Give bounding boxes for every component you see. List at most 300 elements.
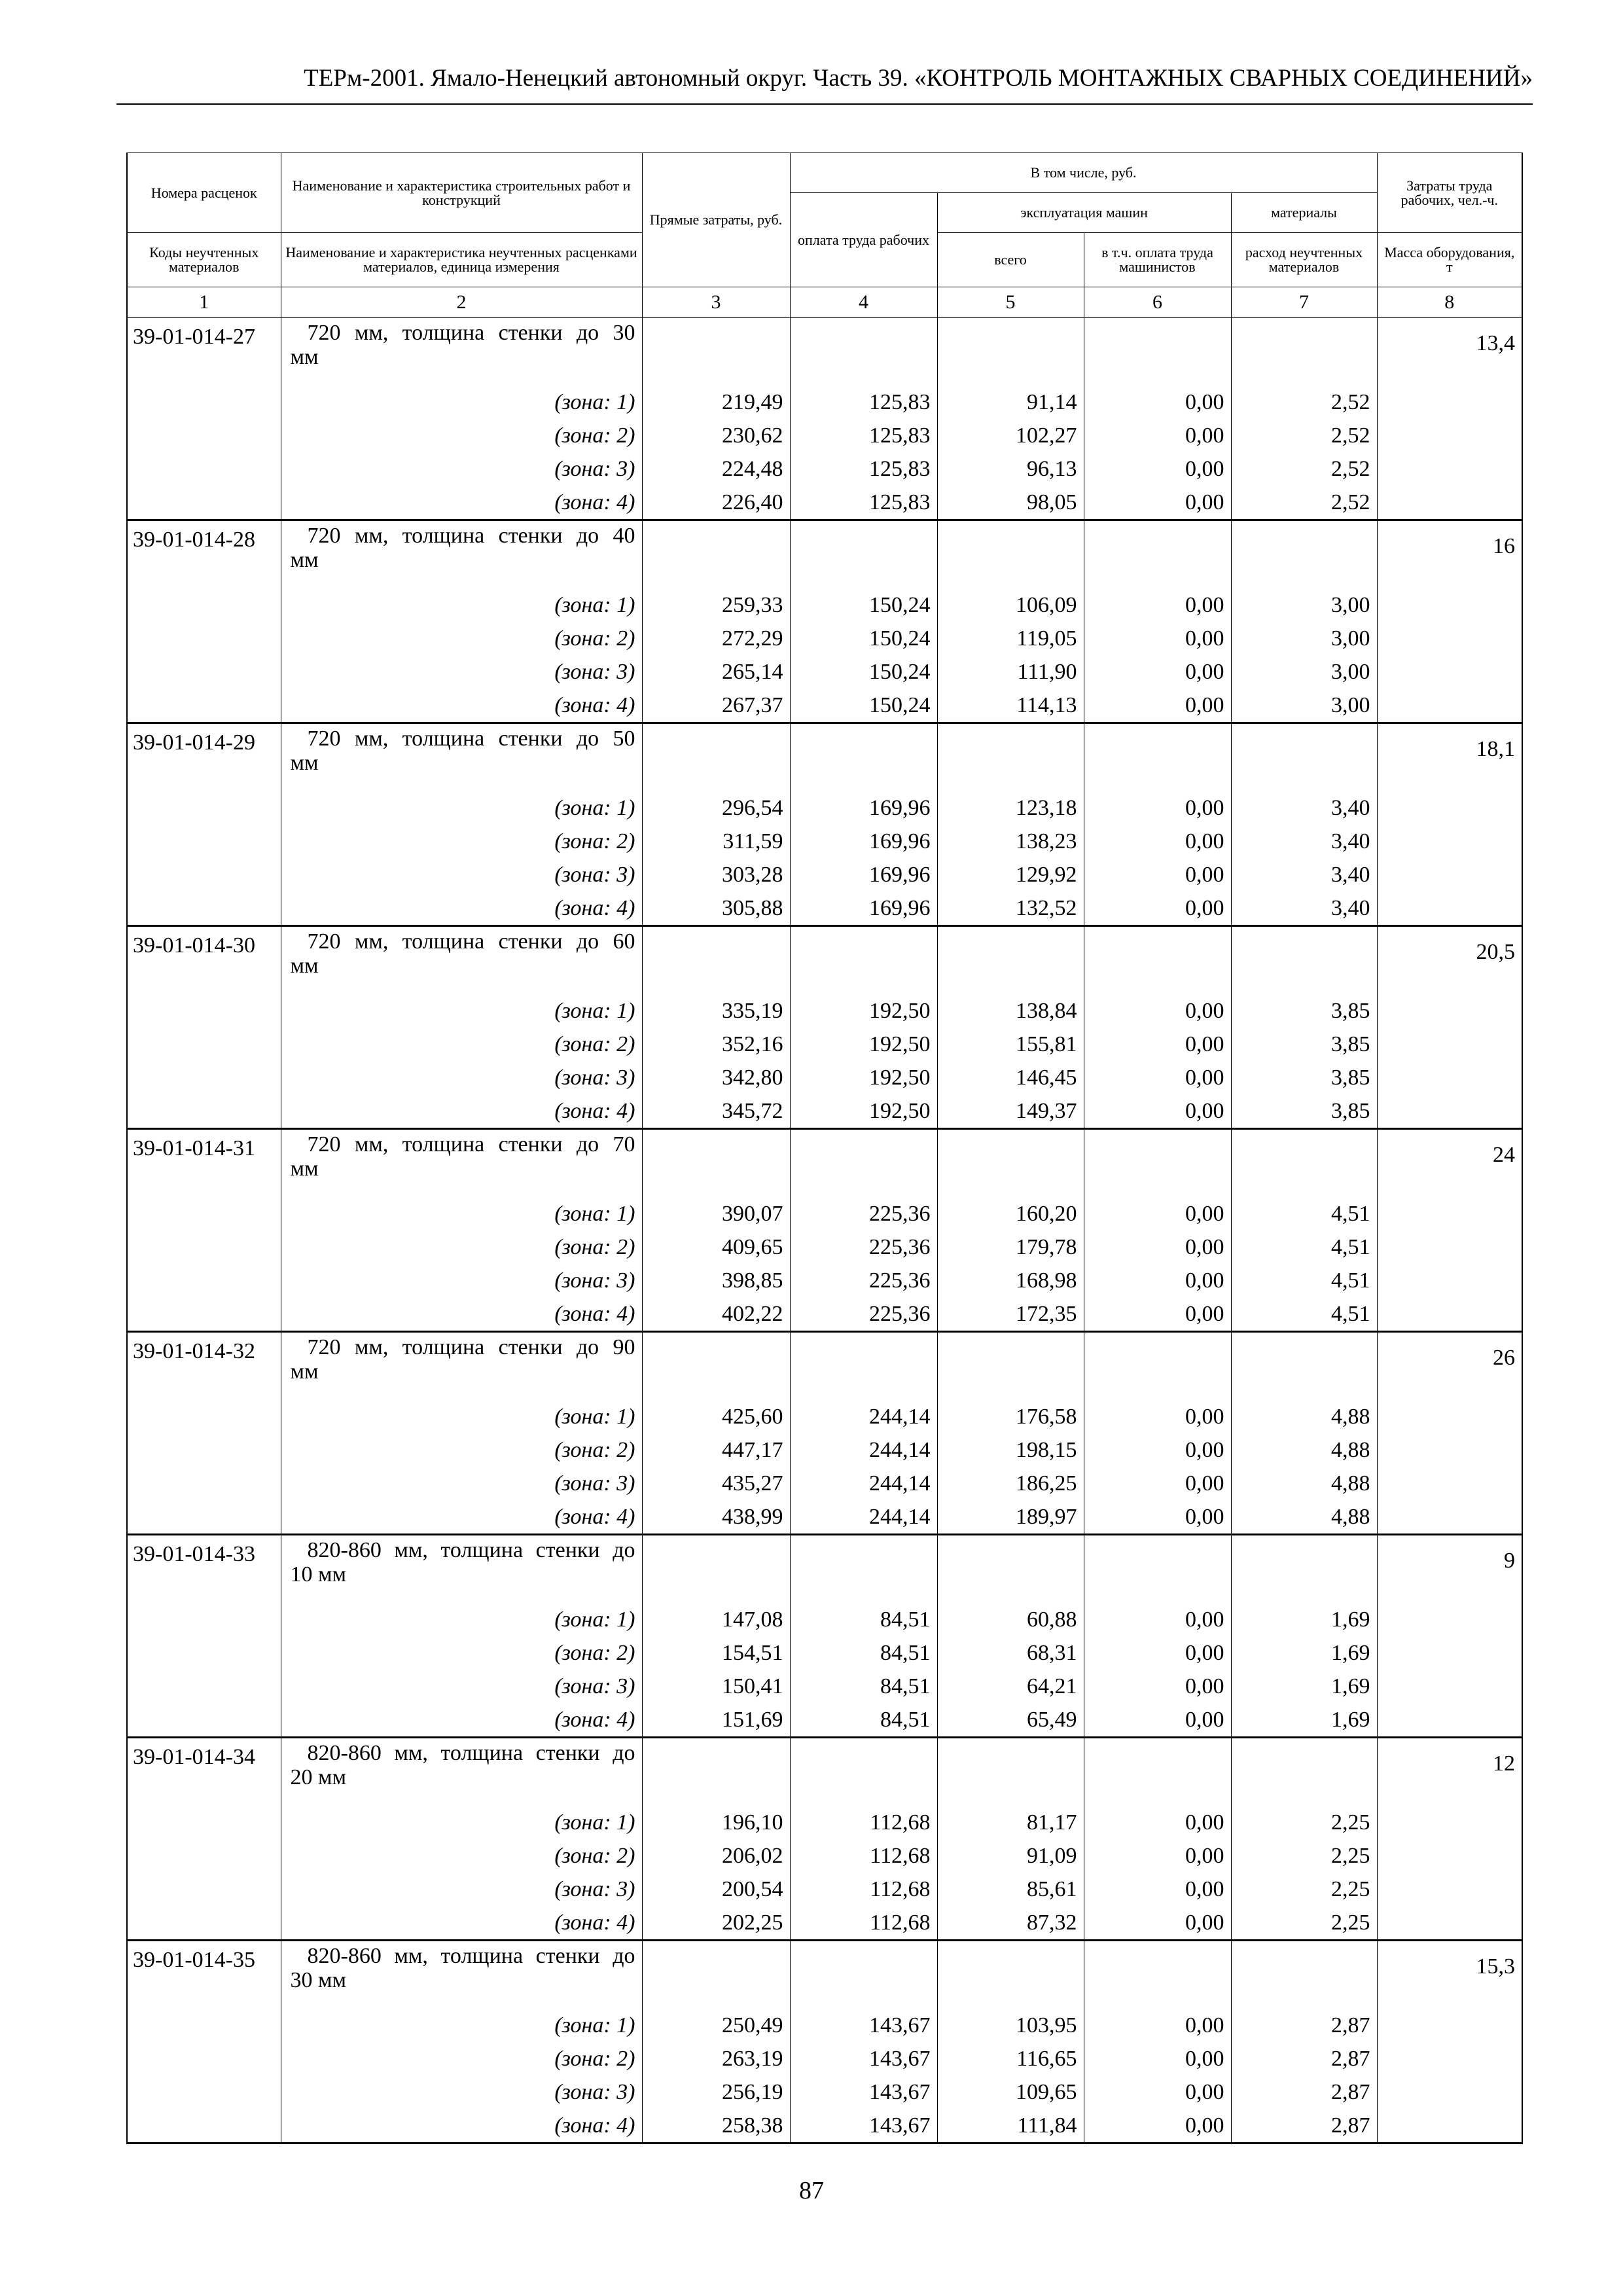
including-header: В том числе, руб. bbox=[790, 153, 1377, 193]
direct-cost: 263,19 bbox=[642, 2042, 790, 2075]
worker-wages: 143,67 bbox=[790, 2009, 937, 2042]
zone-label: (зона: 3) bbox=[281, 1873, 642, 1906]
zone-label: (зона: 1) bbox=[281, 386, 642, 419]
col4-header: оплата труда рабочих bbox=[790, 193, 937, 287]
direct-cost: 342,80 bbox=[642, 1061, 790, 1094]
zone-label: (зона: 3) bbox=[281, 655, 642, 689]
zone-label: (зона: 2) bbox=[281, 419, 642, 452]
materials-cost: 1,69 bbox=[1231, 1603, 1377, 1636]
rate-name bbox=[281, 520, 642, 589]
zone-label: (зона: 4) bbox=[281, 689, 642, 723]
driver-wages: 0,00 bbox=[1084, 419, 1231, 452]
driver-wages: 0,00 bbox=[1084, 1467, 1231, 1500]
zone-row bbox=[127, 1500, 1522, 1535]
materials-cost: 2,52 bbox=[1231, 452, 1377, 486]
zone-row bbox=[127, 1264, 1522, 1297]
driver-wages: 0,00 bbox=[1084, 386, 1231, 419]
zone-row bbox=[127, 1873, 1522, 1906]
driver-wages: 0,00 bbox=[1084, 1703, 1231, 1738]
col1-header-top: Номера расценок bbox=[127, 153, 281, 233]
zone-row bbox=[127, 1670, 1522, 1703]
zone-label: (зона: 3) bbox=[281, 1467, 642, 1500]
direct-cost: 200,54 bbox=[642, 1873, 790, 1906]
zone-row bbox=[127, 994, 1522, 1028]
zone-row bbox=[127, 1230, 1522, 1264]
worker-wages: 125,83 bbox=[790, 419, 937, 452]
direct-cost: 303,28 bbox=[642, 858, 790, 891]
materials-cost: 3,00 bbox=[1231, 655, 1377, 689]
machines-total: 103,95 bbox=[937, 2009, 1084, 2042]
machines-total: 132,52 bbox=[937, 891, 1084, 926]
materials-cost: 4,51 bbox=[1231, 1230, 1377, 1264]
machines-total: 179,78 bbox=[937, 1230, 1084, 1264]
column-number: 6 bbox=[1084, 287, 1231, 318]
machines-total: 98,05 bbox=[937, 486, 1084, 520]
rate-title-row bbox=[127, 520, 1522, 589]
rate-code: 39-01-014-28 bbox=[127, 520, 281, 589]
zone-label: (зона: 1) bbox=[281, 1197, 642, 1230]
materials-cost: 3,85 bbox=[1231, 994, 1377, 1028]
materials-cost: 1,69 bbox=[1231, 1636, 1377, 1670]
rate-name-line1: 720 мм, толщина стенки до 50 bbox=[307, 726, 635, 751]
rate-title-row bbox=[127, 723, 1522, 792]
machines-total: 87,32 bbox=[937, 1906, 1084, 1941]
rate-name bbox=[281, 1535, 642, 1604]
rate-code: 39-01-014-29 bbox=[127, 723, 281, 792]
materials-header: материалы bbox=[1231, 193, 1377, 233]
direct-cost: 345,72 bbox=[642, 1094, 790, 1129]
rate-name-line2: мм bbox=[290, 345, 319, 369]
rate-title-row bbox=[127, 926, 1522, 995]
materials-cost: 2,25 bbox=[1231, 1806, 1377, 1839]
machines-total: 189,97 bbox=[937, 1500, 1084, 1535]
zone-row bbox=[127, 486, 1522, 520]
direct-cost: 154,51 bbox=[642, 1636, 790, 1670]
zone-row bbox=[127, 1297, 1522, 1332]
driver-wages: 0,00 bbox=[1084, 486, 1231, 520]
direct-cost: 305,88 bbox=[642, 891, 790, 926]
rate-name bbox=[281, 318, 642, 386]
machines-total: 111,84 bbox=[937, 2109, 1084, 2144]
rate-name-line2: 10 мм bbox=[290, 1562, 347, 1587]
rate-group bbox=[127, 1129, 1522, 1332]
machines-total: 60,88 bbox=[937, 1603, 1084, 1636]
materials-cost: 2,52 bbox=[1231, 386, 1377, 419]
column-number: 1 bbox=[127, 287, 281, 318]
zone-row bbox=[127, 1433, 1522, 1467]
zone-row bbox=[127, 1806, 1522, 1839]
driver-wages: 0,00 bbox=[1084, 2109, 1231, 2144]
machines-total: 149,37 bbox=[937, 1094, 1084, 1129]
machines-total: 155,81 bbox=[937, 1028, 1084, 1061]
materials-cost: 4,88 bbox=[1231, 1400, 1377, 1433]
materials-cost: 4,51 bbox=[1231, 1197, 1377, 1230]
direct-cost: 258,38 bbox=[642, 2109, 790, 2144]
rate-name-line2: мм bbox=[290, 548, 319, 572]
worker-wages: 112,68 bbox=[790, 1839, 937, 1873]
direct-cost: 335,19 bbox=[642, 994, 790, 1028]
driver-wages: 0,00 bbox=[1084, 1873, 1231, 1906]
materials-cost: 2,87 bbox=[1231, 2009, 1377, 2042]
driver-wages: 0,00 bbox=[1084, 1906, 1231, 1941]
direct-cost: 435,27 bbox=[642, 1467, 790, 1500]
rate-group bbox=[127, 1738, 1522, 1941]
materials-cost: 4,88 bbox=[1231, 1467, 1377, 1500]
materials-cost: 3,40 bbox=[1231, 791, 1377, 825]
column-number: 7 bbox=[1231, 287, 1377, 318]
zone-label: (зона: 2) bbox=[281, 1636, 642, 1670]
rate-name bbox=[281, 1738, 642, 1806]
column-number: 4 bbox=[790, 287, 937, 318]
labor-cost: 20,5 bbox=[1377, 926, 1522, 995]
zone-row bbox=[127, 386, 1522, 419]
machines-total: 65,49 bbox=[937, 1703, 1084, 1738]
driver-wages: 0,00 bbox=[1084, 1264, 1231, 1297]
machines-total: 114,13 bbox=[937, 689, 1084, 723]
worker-wages: 169,96 bbox=[790, 891, 937, 926]
materials-cost: 2,25 bbox=[1231, 1839, 1377, 1873]
header-rule bbox=[116, 103, 1533, 105]
zone-row bbox=[127, 858, 1522, 891]
zone-label: (зона: 1) bbox=[281, 588, 642, 622]
direct-cost: 265,14 bbox=[642, 655, 790, 689]
driver-wages: 0,00 bbox=[1084, 1094, 1231, 1129]
rate-name-line2: мм bbox=[290, 954, 319, 978]
zone-label: (зона: 1) bbox=[281, 1603, 642, 1636]
machines-total: 106,09 bbox=[937, 588, 1084, 622]
machines-total: 168,98 bbox=[937, 1264, 1084, 1297]
rate-code: 39-01-014-34 bbox=[127, 1738, 281, 1806]
driver-wages: 0,00 bbox=[1084, 1230, 1231, 1264]
rate-name-line1: 820-860 мм, толщина стенки до bbox=[307, 1944, 635, 1968]
worker-wages: 143,67 bbox=[790, 2075, 937, 2109]
col8-header-bottom: Масса оборудования, т bbox=[1377, 233, 1522, 287]
col7-header: расход неучтенных материалов bbox=[1231, 233, 1377, 287]
worker-wages: 192,50 bbox=[790, 1028, 937, 1061]
machines-total: 91,09 bbox=[937, 1839, 1084, 1873]
zone-label: (зона: 2) bbox=[281, 1230, 642, 1264]
zone-row bbox=[127, 588, 1522, 622]
direct-cost: 296,54 bbox=[642, 791, 790, 825]
machines-total: 91,14 bbox=[937, 386, 1084, 419]
driver-wages: 0,00 bbox=[1084, 1197, 1231, 1230]
zone-row bbox=[127, 825, 1522, 858]
materials-cost: 2,52 bbox=[1231, 419, 1377, 452]
direct-cost: 402,22 bbox=[642, 1297, 790, 1332]
column-number: 3 bbox=[642, 287, 790, 318]
driver-wages: 0,00 bbox=[1084, 1400, 1231, 1433]
worker-wages: 225,36 bbox=[790, 1264, 937, 1297]
worker-wages: 84,51 bbox=[790, 1670, 937, 1703]
direct-cost: 150,41 bbox=[642, 1670, 790, 1703]
machines-total: 111,90 bbox=[937, 655, 1084, 689]
labor-cost: 18,1 bbox=[1377, 723, 1522, 792]
materials-cost: 4,51 bbox=[1231, 1264, 1377, 1297]
worker-wages: 192,50 bbox=[790, 1094, 937, 1129]
direct-cost: 226,40 bbox=[642, 486, 790, 520]
rate-name-line2: мм bbox=[290, 751, 319, 775]
materials-cost: 4,51 bbox=[1231, 1297, 1377, 1332]
zone-row bbox=[127, 1603, 1522, 1636]
worker-wages: 244,14 bbox=[790, 1400, 937, 1433]
zone-row bbox=[127, 452, 1522, 486]
col6-header: в т.ч. оплата труда машинистов bbox=[1084, 233, 1231, 287]
direct-cost: 256,19 bbox=[642, 2075, 790, 2109]
rate-name-line2: 20 мм bbox=[290, 1765, 347, 1789]
labor-cost: 16 bbox=[1377, 520, 1522, 589]
zone-label: (зона: 2) bbox=[281, 622, 642, 655]
machines-total: 116,65 bbox=[937, 2042, 1084, 2075]
rate-name-line1: 820-860 мм, толщина стенки до bbox=[307, 1741, 635, 1765]
zone-row bbox=[127, 2109, 1522, 2144]
direct-cost: 390,07 bbox=[642, 1197, 790, 1230]
direct-cost: 206,02 bbox=[642, 1839, 790, 1873]
zone-label: (зона: 4) bbox=[281, 1703, 642, 1738]
direct-cost: 147,08 bbox=[642, 1603, 790, 1636]
zone-label: (зона: 4) bbox=[281, 1500, 642, 1535]
labor-cost: 26 bbox=[1377, 1332, 1522, 1401]
col8-header-top: Затраты труда рабочих, чел.-ч. bbox=[1377, 153, 1522, 233]
driver-wages: 0,00 bbox=[1084, 622, 1231, 655]
rate-name-line1: 720 мм, толщина стенки до 30 bbox=[307, 321, 635, 345]
zone-row bbox=[127, 655, 1522, 689]
driver-wages: 0,00 bbox=[1084, 689, 1231, 723]
zone-label: (зона: 3) bbox=[281, 1264, 642, 1297]
labor-cost: 24 bbox=[1377, 1129, 1522, 1198]
materials-cost: 3,40 bbox=[1231, 858, 1377, 891]
driver-wages: 0,00 bbox=[1084, 1028, 1231, 1061]
zone-label: (зона: 4) bbox=[281, 1297, 642, 1332]
worker-wages: 169,96 bbox=[790, 825, 937, 858]
zone-row bbox=[127, 1197, 1522, 1230]
zone-row bbox=[127, 791, 1522, 825]
driver-wages: 0,00 bbox=[1084, 2042, 1231, 2075]
zone-row bbox=[127, 1839, 1522, 1873]
worker-wages: 84,51 bbox=[790, 1703, 937, 1738]
page-number: 87 bbox=[799, 2177, 824, 2204]
driver-wages: 0,00 bbox=[1084, 1433, 1231, 1467]
driver-wages: 0,00 bbox=[1084, 1839, 1231, 1873]
direct-cost: 425,60 bbox=[642, 1400, 790, 1433]
worker-wages: 244,14 bbox=[790, 1500, 937, 1535]
zone-row bbox=[127, 419, 1522, 452]
worker-wages: 150,24 bbox=[790, 622, 937, 655]
materials-cost: 2,87 bbox=[1231, 2109, 1377, 2144]
zone-label: (зона: 4) bbox=[281, 1094, 642, 1129]
zone-row bbox=[127, 1061, 1522, 1094]
worker-wages: 225,36 bbox=[790, 1230, 937, 1264]
machines-total: 138,84 bbox=[937, 994, 1084, 1028]
zone-label: (зона: 2) bbox=[281, 1839, 642, 1873]
machines-header: эксплуатация машин bbox=[937, 193, 1231, 233]
machines-total: 102,27 bbox=[937, 419, 1084, 452]
machines-total: 96,13 bbox=[937, 452, 1084, 486]
driver-wages: 0,00 bbox=[1084, 791, 1231, 825]
rate-group bbox=[127, 520, 1522, 723]
worker-wages: 112,68 bbox=[790, 1806, 937, 1839]
rate-group bbox=[127, 1332, 1522, 1535]
zone-row bbox=[127, 689, 1522, 723]
page-header: ТЕРм-2001. Ямало-Ненецкий автономный округ. Часть 39. «КОНТРОЛЬ МОНТАЖНЫХ СВАРНЫХ СОЕДИНЕНИЙ» bbox=[304, 65, 1533, 92]
rate-code: 39-01-014-33 bbox=[127, 1535, 281, 1604]
col5-header: всего bbox=[937, 233, 1084, 287]
worker-wages: 192,50 bbox=[790, 1061, 937, 1094]
rate-code: 39-01-014-30 bbox=[127, 926, 281, 995]
worker-wages: 125,83 bbox=[790, 386, 937, 419]
worker-wages: 143,67 bbox=[790, 2109, 937, 2144]
worker-wages: 125,83 bbox=[790, 486, 937, 520]
materials-cost: 3,40 bbox=[1231, 891, 1377, 926]
rate-name-line1: 720 мм, толщина стенки до 40 bbox=[307, 524, 635, 548]
materials-cost: 3,85 bbox=[1231, 1028, 1377, 1061]
worker-wages: 225,36 bbox=[790, 1197, 937, 1230]
materials-cost: 2,52 bbox=[1231, 486, 1377, 520]
zone-row bbox=[127, 1906, 1522, 1941]
rate-name bbox=[281, 1129, 642, 1198]
machines-total: 119,05 bbox=[937, 622, 1084, 655]
materials-cost: 2,87 bbox=[1231, 2075, 1377, 2109]
zone-label: (зона: 3) bbox=[281, 858, 642, 891]
machines-total: 160,20 bbox=[937, 1197, 1084, 1230]
zone-row bbox=[127, 1094, 1522, 1129]
rate-title-row bbox=[127, 1332, 1522, 1401]
rate-name-line1: 820-860 мм, толщина стенки до bbox=[307, 1538, 635, 1562]
driver-wages: 0,00 bbox=[1084, 1061, 1231, 1094]
driver-wages: 0,00 bbox=[1084, 858, 1231, 891]
col2-header-top: Наименование и характеристика строительных работ и конструкций bbox=[281, 153, 642, 233]
driver-wages: 0,00 bbox=[1084, 655, 1231, 689]
rate-name bbox=[281, 926, 642, 995]
machines-total: 68,31 bbox=[937, 1636, 1084, 1670]
rate-title-row bbox=[127, 1941, 1522, 2009]
machines-total: 198,15 bbox=[937, 1433, 1084, 1467]
worker-wages: 143,67 bbox=[790, 2042, 937, 2075]
zone-label: (зона: 4) bbox=[281, 1906, 642, 1941]
machines-total: 129,92 bbox=[937, 858, 1084, 891]
direct-cost: 267,37 bbox=[642, 689, 790, 723]
direct-cost: 219,49 bbox=[642, 386, 790, 419]
machines-total: 138,23 bbox=[937, 825, 1084, 858]
driver-wages: 0,00 bbox=[1084, 452, 1231, 486]
zone-label: (зона: 1) bbox=[281, 994, 642, 1028]
direct-cost: 259,33 bbox=[642, 588, 790, 622]
machines-total: 186,25 bbox=[937, 1467, 1084, 1500]
materials-cost: 4,88 bbox=[1231, 1500, 1377, 1535]
machines-total: 64,21 bbox=[937, 1670, 1084, 1703]
zone-row bbox=[127, 1028, 1522, 1061]
zone-row bbox=[127, 1636, 1522, 1670]
zone-row bbox=[127, 2009, 1522, 2042]
worker-wages: 169,96 bbox=[790, 858, 937, 891]
zone-label: (зона: 3) bbox=[281, 1061, 642, 1094]
rate-name-line2: мм bbox=[290, 1157, 319, 1181]
materials-cost: 2,25 bbox=[1231, 1873, 1377, 1906]
rate-group bbox=[127, 1535, 1522, 1738]
rate-title-row bbox=[127, 1738, 1522, 1806]
worker-wages: 169,96 bbox=[790, 791, 937, 825]
zone-label: (зона: 1) bbox=[281, 791, 642, 825]
materials-cost: 1,69 bbox=[1231, 1703, 1377, 1738]
zone-row bbox=[127, 891, 1522, 926]
zone-row bbox=[127, 1400, 1522, 1433]
zone-label: (зона: 3) bbox=[281, 452, 642, 486]
driver-wages: 0,00 bbox=[1084, 1297, 1231, 1332]
worker-wages: 225,36 bbox=[790, 1297, 937, 1332]
rate-group bbox=[127, 723, 1522, 926]
direct-cost: 311,59 bbox=[642, 825, 790, 858]
col3-header: Прямые затраты, руб. bbox=[642, 153, 790, 287]
zone-row bbox=[127, 2075, 1522, 2109]
driver-wages: 0,00 bbox=[1084, 2009, 1231, 2042]
materials-cost: 3,00 bbox=[1231, 622, 1377, 655]
zone-row bbox=[127, 1703, 1522, 1738]
direct-cost: 398,85 bbox=[642, 1264, 790, 1297]
driver-wages: 0,00 bbox=[1084, 994, 1231, 1028]
rate-code: 39-01-014-27 bbox=[127, 318, 281, 386]
zone-row bbox=[127, 622, 1522, 655]
materials-cost: 2,87 bbox=[1231, 2042, 1377, 2075]
rate-title-row bbox=[127, 318, 1522, 386]
zone-label: (зона: 2) bbox=[281, 1028, 642, 1061]
direct-cost: 438,99 bbox=[642, 1500, 790, 1535]
driver-wages: 0,00 bbox=[1084, 891, 1231, 926]
driver-wages: 0,00 bbox=[1084, 825, 1231, 858]
materials-cost: 4,88 bbox=[1231, 1433, 1377, 1467]
col2-header-bottom: Наименование и характеристика неучтенных расценками материалов, единица измерения bbox=[281, 233, 642, 287]
direct-cost: 230,62 bbox=[642, 419, 790, 452]
driver-wages: 0,00 bbox=[1084, 1806, 1231, 1839]
materials-cost: 3,85 bbox=[1231, 1094, 1377, 1129]
zone-label: (зона: 1) bbox=[281, 1806, 642, 1839]
rate-name-line1: 720 мм, толщина стенки до 90 bbox=[307, 1335, 635, 1359]
worker-wages: 150,24 bbox=[790, 655, 937, 689]
zone-label: (зона: 1) bbox=[281, 2009, 642, 2042]
worker-wages: 192,50 bbox=[790, 994, 937, 1028]
zone-label: (зона: 4) bbox=[281, 486, 642, 520]
rate-code: 39-01-014-35 bbox=[127, 1941, 281, 2009]
labor-cost: 9 bbox=[1377, 1535, 1522, 1604]
rate-name bbox=[281, 1332, 642, 1401]
zone-label: (зона: 4) bbox=[281, 2109, 642, 2144]
column-number: 5 bbox=[937, 287, 1084, 318]
materials-cost: 3,00 bbox=[1231, 689, 1377, 723]
driver-wages: 0,00 bbox=[1084, 2075, 1231, 2109]
driver-wages: 0,00 bbox=[1084, 1500, 1231, 1535]
worker-wages: 112,68 bbox=[790, 1906, 937, 1941]
rate-group bbox=[127, 926, 1522, 1129]
direct-cost: 224,48 bbox=[642, 452, 790, 486]
labor-cost: 12 bbox=[1377, 1738, 1522, 1806]
direct-cost: 409,65 bbox=[642, 1230, 790, 1264]
machines-total: 85,61 bbox=[937, 1873, 1084, 1906]
driver-wages: 0,00 bbox=[1084, 588, 1231, 622]
machines-total: 81,17 bbox=[937, 1806, 1084, 1839]
zone-row bbox=[127, 2042, 1522, 2075]
rate-name-line1: 720 мм, толщина стенки до 60 bbox=[307, 929, 635, 954]
materials-cost: 2,25 bbox=[1231, 1906, 1377, 1941]
zone-label: (зона: 3) bbox=[281, 1670, 642, 1703]
worker-wages: 84,51 bbox=[790, 1636, 937, 1670]
worker-wages: 112,68 bbox=[790, 1873, 937, 1906]
rate-group bbox=[127, 1941, 1522, 2144]
labor-cost: 13,4 bbox=[1377, 318, 1522, 386]
zone-label: (зона: 4) bbox=[281, 891, 642, 926]
driver-wages: 0,00 bbox=[1084, 1670, 1231, 1703]
col1-header-bottom: Коды неучтенных материалов bbox=[127, 233, 281, 287]
rate-name bbox=[281, 1941, 642, 2009]
worker-wages: 244,14 bbox=[790, 1467, 937, 1500]
rate-name-line2: 30 мм bbox=[290, 1968, 347, 1992]
